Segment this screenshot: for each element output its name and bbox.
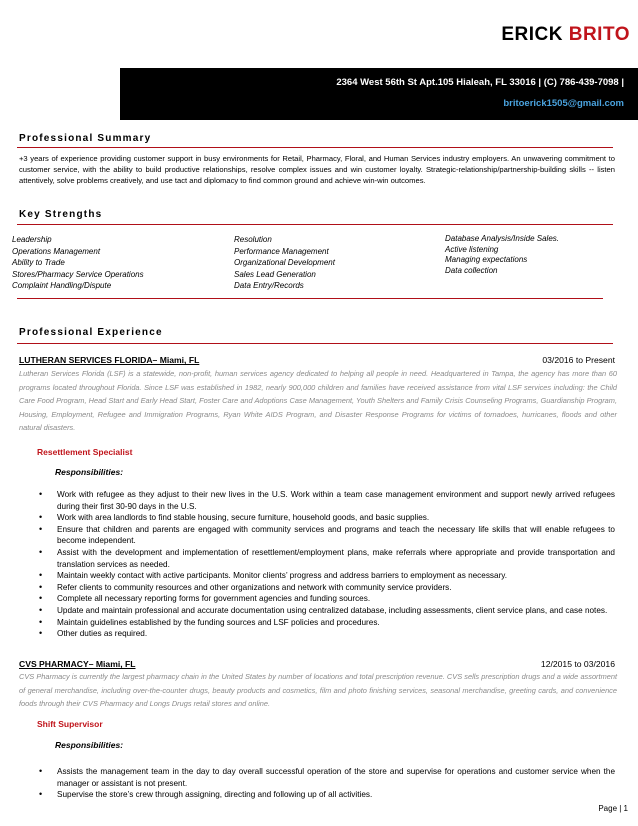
contact-address-phone: 2364 West 56th St Apt.105 Hialeah, FL 33016 | (C) 786-439-7098 | [336, 77, 624, 88]
strength-item: Database Analysis/Inside Sales. [445, 234, 559, 243]
strengths-divider [17, 224, 613, 225]
contact-bar [120, 68, 638, 120]
strength-item: Ability to Trade [12, 258, 65, 267]
job-title: Shift Supervisor [37, 719, 103, 729]
strength-item: Sales Lead Generation [234, 269, 316, 279]
employer-description: CVS Pharmacy is currently the largest pharmacy chain in the United States by number of locations and total prescription revenue. CVS sells prescription drugs and a wide assortment of general merchandise, including over-the-counter drugs, beauty products and cosmetics, film and photo finishing services, seasonal merchandise, greeting cards, and convenience foods through their CVS Pharmacy and Longs Drugs retail stores and online. [19, 672, 617, 708]
list-item: • Update and maintain professional and accurate documentation using centralized database, including assessments, client service plans, and case notes. [37, 605, 615, 617]
job-dates: 12/2015 to 03/2016 [540, 659, 615, 669]
strength-item: Resolution [234, 235, 272, 244]
strengths-column-3 [445, 234, 559, 276]
list-item: • Ensure that children and parents are engaged with community services and programs and teach the necessary life skills that will enable refugees to become independent. [37, 524, 615, 547]
list-item: • Maintain weekly contact with active participants. Monitor clients’ progress and address barriers to employment as necessary. [37, 570, 615, 582]
strengths-column-1 [12, 234, 144, 292]
job-header-lsf [19, 355, 615, 365]
employer-description: Lutheran Services Florida (LSF) is a statewide, non-profit, human services agency dedicated to helping all people in need. Headquartered in Tampa, the agency has more than 60 programs located throughout Florida. Since LSF was established in 1982, nearly 900,000 children and families have received assistance from vital LSF services including: the Child Care Food Program, Head Start and Early Head Start, Foster Care and Adoptions Case Management, Youth Shelters and Family Crisis Counseling Programs, Guardianship Program, Housing, Employment, Refugee and Immigration Programs, Ryan White AIDS Program, and Disaster Response Programs for victims of tornadoes, hurricanes, floods and other natural disasters. [19, 369, 617, 432]
contact-email-link[interactable]: britoerick1505@gmail.com [503, 98, 624, 109]
employer-name: LUTHERAN SERVICES FLORIDA– Miami, FL [19, 355, 200, 365]
list-item: • Refer clients to community resources and other organizations and network with community service providers. [37, 582, 615, 594]
summary-text: +3 years of experience providing customer support in busy environments for Retail, Pharmacy, Floral, and Human Services industry employers. An unwavering commitment to customer service, with the ability to build productive relationships, resolve complex issues and win customer loyalty. Strategic-relationship/partnership-building skills -- listen attentively, solve problems creatively, and use tact and diplomacy to find common ground and achieve win-win outcomes. [19, 154, 615, 185]
strength-item: Stores/Pharmacy Service Operations [12, 269, 144, 279]
job-title: Resettlement Specialist [37, 447, 133, 457]
strength-item: Organizational Development [234, 258, 335, 267]
strengths-bottom-divider [17, 298, 603, 299]
strengths-heading: Key Strengths [19, 209, 103, 220]
responsibilities-list [37, 489, 615, 640]
strength-item: Data collection [445, 265, 498, 275]
page-number: Page | 1 [598, 804, 628, 813]
strength-item: Operations Management [12, 246, 101, 256]
strength-item: Performance Management [234, 246, 329, 256]
list-item: • Maintain guidelines established by the funding sources and LSF policies and procedures. [37, 617, 615, 629]
strength-item: Data Entry/Records [234, 281, 304, 290]
responsibilities-text: Responsibilities [55, 467, 121, 477]
experience-divider [17, 343, 613, 344]
list-item: • Assists the management team in the day to day overall successful operation of the store and supervise for operations and customer service when the manager or assistant is not present. [37, 766, 615, 789]
responsibilities-label: Responsibilities: [55, 740, 124, 750]
strength-item: Active listening [445, 244, 499, 254]
job-dates: 03/2016 to Present [542, 355, 615, 365]
candidate-name [501, 24, 630, 46]
strength-item: Complaint Handling/Dispute [12, 281, 112, 290]
strength-item: Leadership [12, 235, 52, 244]
list-item: • Other duties as required. [37, 628, 615, 640]
job-header-cvs [19, 659, 615, 669]
responsibilities-list [37, 766, 615, 801]
strength-item: Managing expectations [445, 255, 528, 264]
responsibilities-text: Responsibilities [55, 740, 121, 750]
summary-heading: Professional Summary [19, 133, 152, 144]
first-name: ERICK [501, 24, 563, 45]
list-item: • Assist with the development and implementation of resettlement/employment plans, make referrals where appropriate and provide transportation and translation services as needed. [37, 547, 615, 570]
list-item: • Work with area landlords to find stable housing, secure furniture, household goods, and basic supplies. [37, 512, 615, 524]
list-item: • Supervise the store’s crew through assigning, directing and following up of all activities. [37, 789, 615, 801]
list-item: • Work with refugee as they adjust to their new lives in the U.S. Work within a team case management environment and support newly arrived refugees during their first 30-90 days in the U.S. [37, 489, 615, 512]
list-item: • Complete all necessary reporting forms for government agencies and funding sources. [37, 593, 615, 605]
employer-name: CVS PHARMACY– Miami, FL [19, 659, 136, 669]
strengths-column-2 [234, 234, 335, 292]
responsibilities-label: Responsibilities: [55, 467, 124, 477]
experience-heading: Professional Experience [19, 327, 163, 338]
last-name: BRITO [568, 24, 630, 45]
summary-divider [17, 147, 613, 148]
